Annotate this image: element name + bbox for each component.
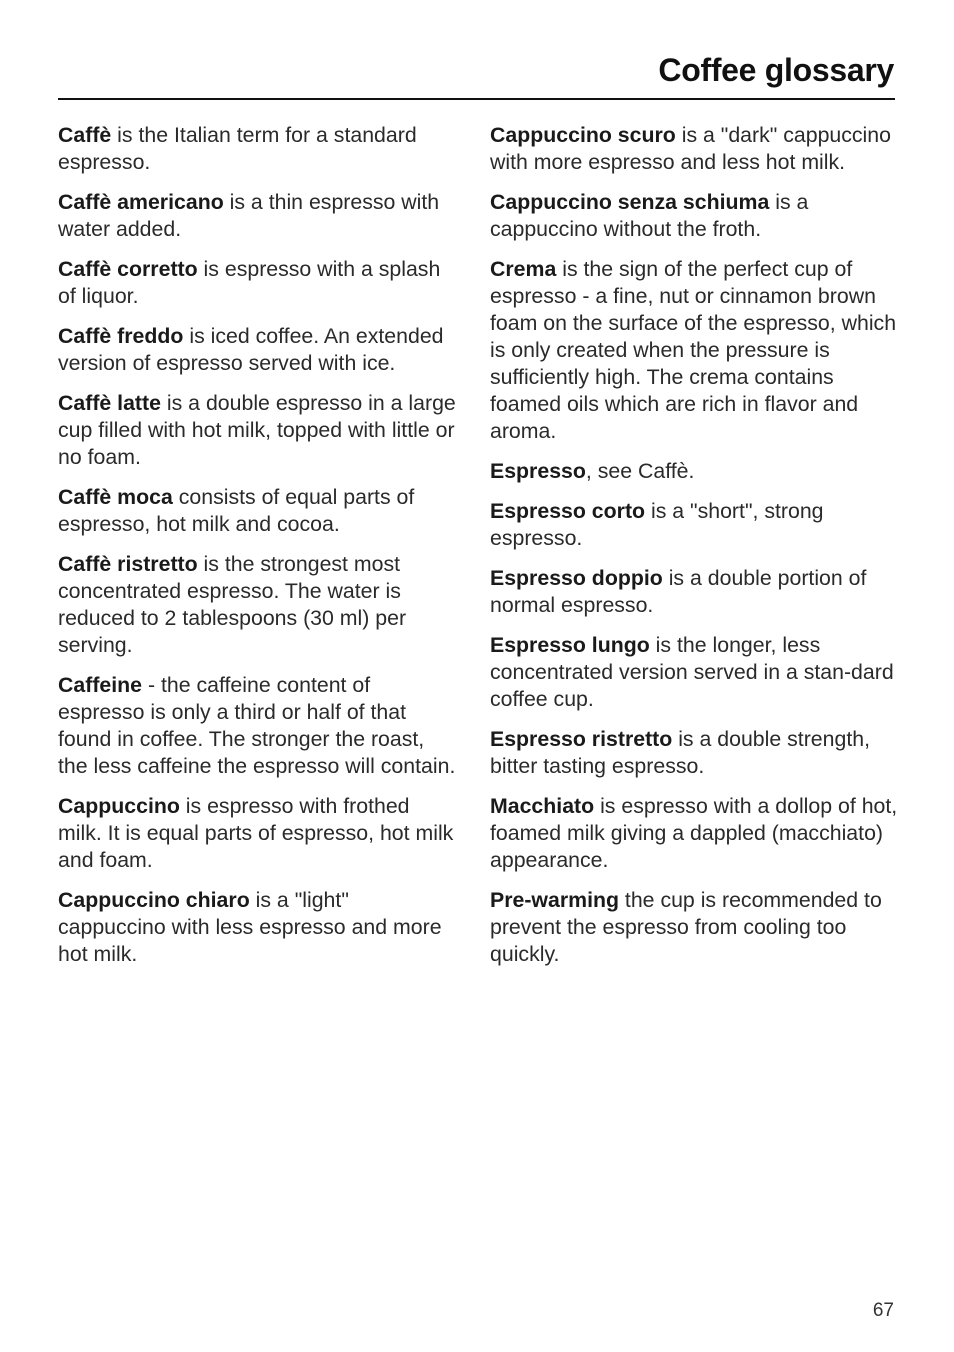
glossary-entry [58, 256, 458, 310]
glossary-definition: - the caffeine content of espresso is only a third or half of that found in coffee. The stronger the roast, the less caffeine the espresso will contain. [58, 673, 456, 778]
page-title: Coffee glossary [658, 52, 894, 88]
glossary-term: Caffè ristretto [58, 552, 198, 576]
glossary-definition: is a "short", strong espresso. [490, 499, 824, 550]
glossary-term: Cappuccino chiaro [58, 888, 250, 912]
glossary-definition: is a double espresso in a large cup filled with hot milk, topped with little or no foam. [58, 391, 456, 469]
glossary-entry [490, 632, 898, 713]
title-rule [58, 98, 895, 100]
glossary-definition: is a double strength, bitter tasting espresso. [490, 727, 870, 778]
glossary-term: Espresso [490, 459, 586, 483]
glossary-entry [490, 189, 898, 243]
glossary-term: Macchiato [490, 794, 595, 818]
glossary-entry [490, 256, 898, 445]
glossary-entry [58, 122, 458, 176]
glossary-term: Caffè freddo [58, 324, 184, 348]
glossary-term: Caffè [58, 123, 112, 147]
glossary-term: Cappuccino senza schiuma [490, 190, 770, 214]
glossary-entry [490, 498, 898, 552]
glossary-entry [58, 887, 458, 968]
glossary-definition: is a thin espresso with water added. [58, 190, 440, 241]
glossary-entry [490, 793, 898, 874]
glossary-term: Espresso ristretto [490, 727, 673, 751]
glossary-term: Pre-warming [490, 888, 619, 912]
glossary-definition: is espresso with a splash of liquor. [58, 257, 441, 308]
glossary-term: Espresso doppio [490, 566, 663, 590]
glossary-entry [490, 122, 898, 176]
glossary-entry [58, 323, 458, 377]
glossary-entry [58, 551, 458, 659]
glossary-term: Caffè americano [58, 190, 224, 214]
glossary-column-left [58, 122, 458, 981]
glossary-entry [58, 189, 458, 243]
glossary-definition: is a "light" cappuccino with less espresso and more hot milk. [58, 888, 442, 966]
glossary-definition: is a "dark" cappuccino with more espresso and less hot milk. [490, 123, 891, 174]
glossary-definition: the cup is recommended to prevent the espresso from cooling too quickly. [490, 888, 882, 966]
glossary-term: Caffeine [58, 673, 143, 697]
glossary-term: Espresso lungo [490, 633, 650, 657]
glossary-entry [490, 565, 898, 619]
glossary-definition: is espresso with frothed milk. It is equal parts of espresso, hot milk and foam. [58, 794, 454, 872]
glossary-definition: , see Caffè. [585, 459, 695, 483]
glossary-entry [490, 887, 898, 968]
page-number: 67 [872, 1300, 894, 1321]
glossary-definition: is iced coffee. An extended version of espresso served with ice. [58, 324, 444, 375]
glossary-definition: is the strongest most concentrated espresso. The water is reduced to 2 tablespoons (30 ml) per serving. [58, 552, 407, 657]
glossary-entry [490, 458, 898, 485]
glossary-definition: is a double portion of normal espresso. [490, 566, 867, 617]
glossary-definition: is a cappuccino without the froth. [490, 190, 809, 241]
glossary-definition: is espresso with a dollop of hot, foamed milk giving a dappled (macchiato) appearance. [490, 794, 898, 872]
glossary-definition: is the sign of the perfect cup of espresso - a fine, nut or cinnamon brown foam on the surface of the espresso, which is only created when the pressure is sufficiently high. The crema contains foamed oils which are rich in flavor and aroma. [490, 257, 897, 443]
glossary-entry [58, 484, 458, 538]
glossary-entry [58, 793, 458, 874]
glossary-column-right [490, 122, 898, 981]
glossary-definition: is the longer, less concentrated version served in a stan-dard coffee cup. [490, 633, 894, 711]
glossary-term: Cappuccino scuro [490, 123, 676, 147]
glossary-term: Caffè moca [58, 485, 173, 509]
glossary-entry [490, 726, 898, 780]
glossary-term: Crema [490, 257, 557, 281]
glossary-definition: consists of equal parts of espresso, hot milk and cocoa. [58, 485, 415, 536]
glossary-entry [58, 390, 458, 471]
glossary-definition: is the Italian term for a standard espresso. [58, 123, 417, 174]
glossary-term: Espresso corto [490, 499, 646, 523]
glossary-entry [58, 672, 458, 780]
glossary-term: Caffè latte [58, 391, 161, 415]
glossary-term: Caffè corretto [58, 257, 198, 281]
glossary-term: Cappuccino [58, 794, 180, 818]
